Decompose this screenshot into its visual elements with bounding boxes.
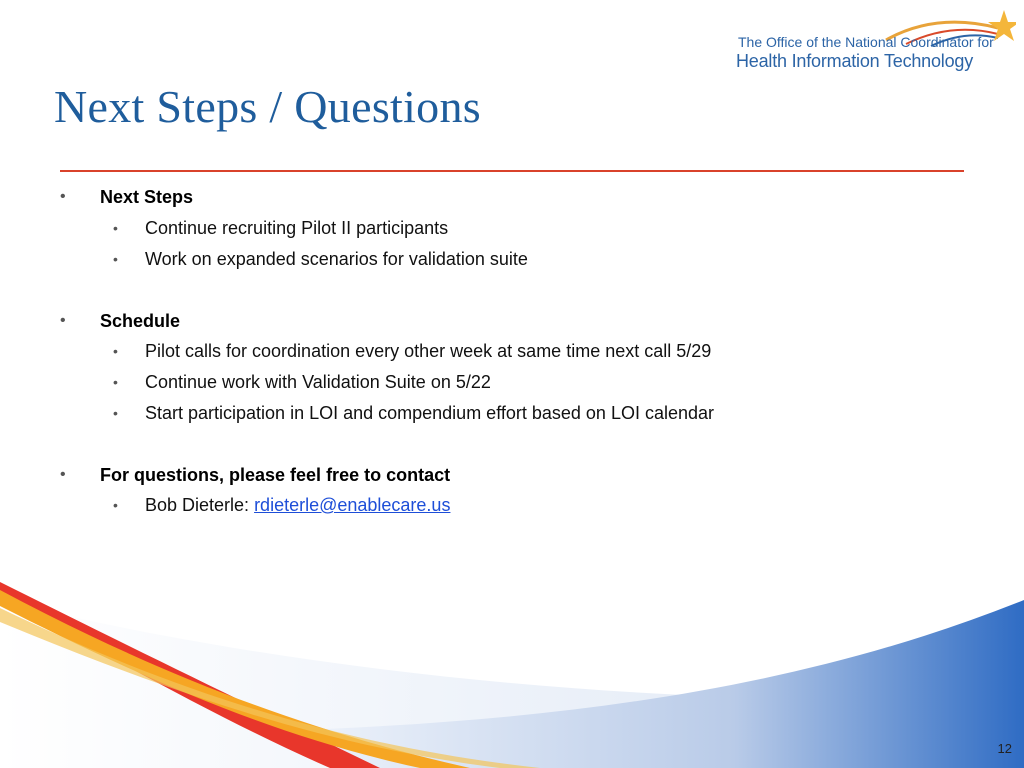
- decorative-swoosh: [0, 560, 1024, 768]
- bullet-icon: •: [60, 312, 66, 329]
- bullet-icon: •: [113, 251, 118, 267]
- section-heading-schedule: Schedule: [100, 311, 181, 331]
- logo-line2: Health Information Technology: [736, 51, 974, 71]
- bullet-icon: •: [113, 497, 118, 513]
- bullet-icon: •: [113, 343, 118, 359]
- logo-line1: The Office of the National Coordinator for: [738, 34, 994, 50]
- bullet-icon: •: [113, 374, 118, 390]
- section-heading-next-steps: Next Steps: [100, 187, 194, 207]
- onc-logo: [736, 10, 1016, 76]
- contact-email-link[interactable]: rdieterle@enablecare.us: [254, 495, 451, 515]
- slide-title: Next Steps / Questions: [54, 81, 481, 132]
- bullet-icon: •: [60, 466, 66, 483]
- contact-name: Bob Dieterle:: [145, 495, 255, 515]
- list-item: Continue recruiting Pilot II participants: [145, 218, 449, 238]
- list-item: Work on expanded scenarios for validation suite: [145, 249, 528, 269]
- bullet-icon: •: [113, 405, 118, 421]
- list-item: Start participation in LOI and compendium effort based on LOI calendar: [145, 403, 715, 423]
- page-number: 12: [997, 741, 1012, 756]
- bullet-icon: •: [60, 188, 66, 205]
- contact-item: [145, 495, 450, 516]
- title-divider: [60, 170, 964, 172]
- list-item: Pilot calls for coordination every other week at same time next call 5/29: [145, 341, 712, 361]
- bullet-icon: •: [113, 220, 118, 236]
- list-item: Continue work with Validation Suite on 5/22: [145, 372, 491, 392]
- section-heading-contact: For questions, please feel free to contact: [100, 465, 451, 485]
